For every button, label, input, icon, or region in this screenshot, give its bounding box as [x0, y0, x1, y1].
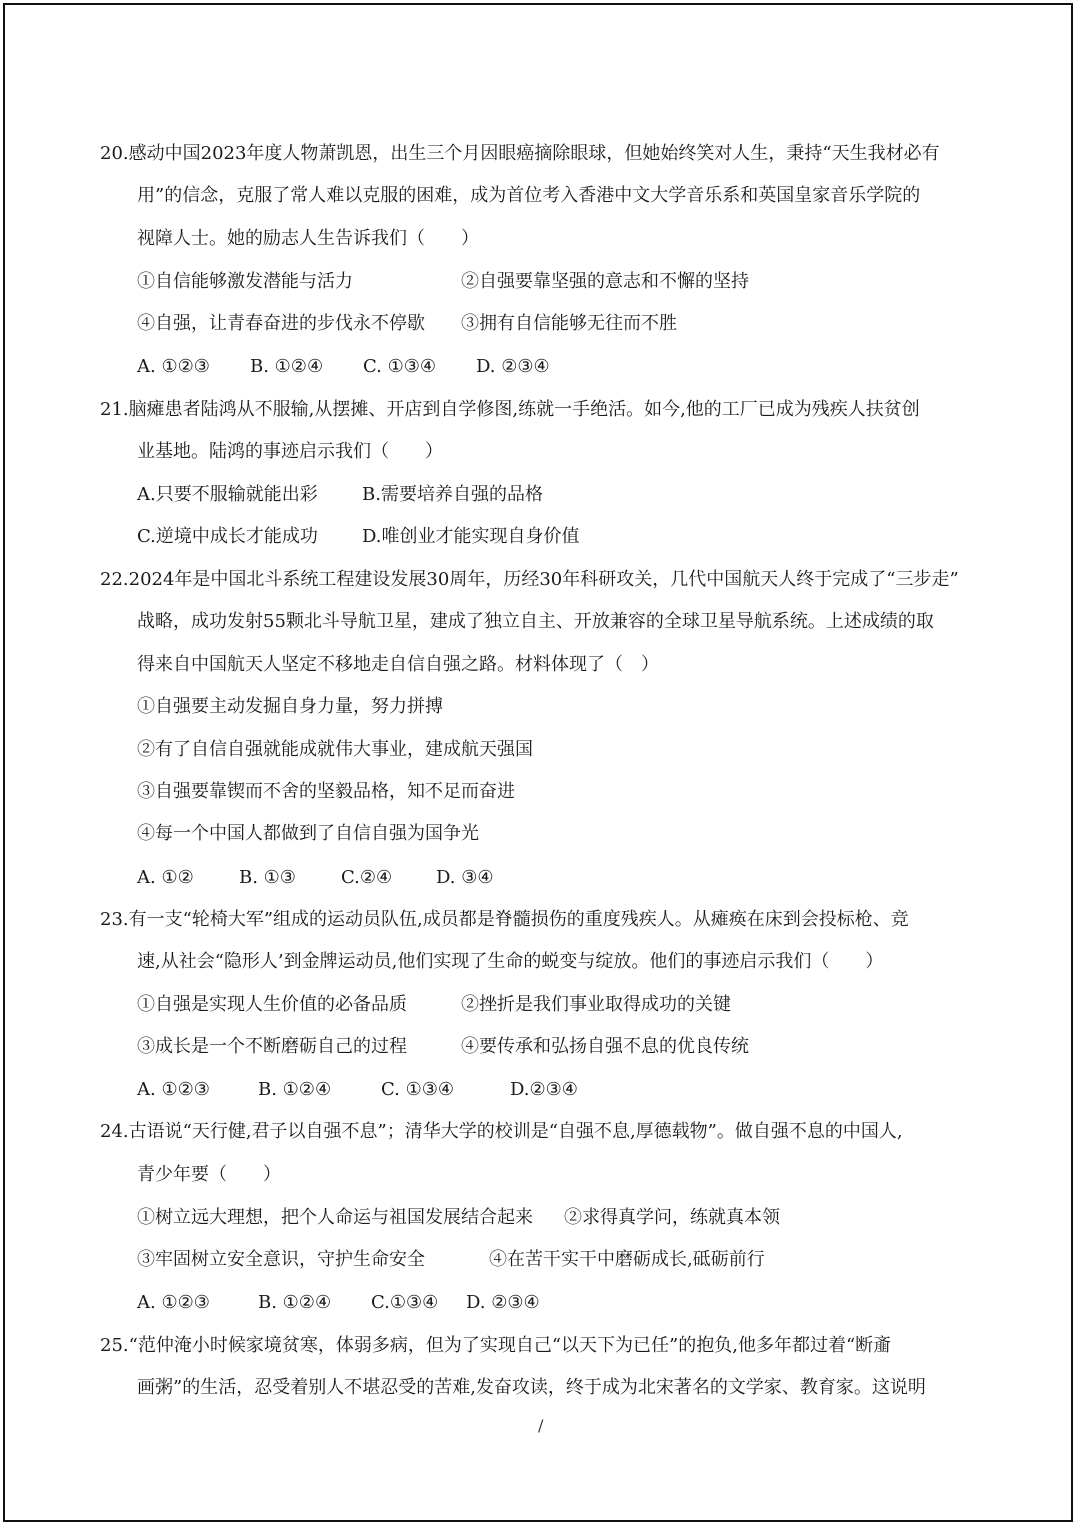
page-footer-mark: / — [538, 1416, 544, 1435]
q23-choice-b: B. ①②④ — [258, 1079, 332, 1100]
q22-option-2: ②有了自信自强就能成就伟大事业，建成航天强国 — [137, 739, 533, 760]
q21-choice-b: B.需要培养自强的品格 — [362, 484, 543, 505]
q21-choice-d: D.唯创业才能实现自身价值 — [362, 526, 580, 547]
q20-option-2: ②自强要靠坚强的意志和不懈的坚持 — [461, 271, 749, 292]
q23-option-3: ③成长是一个不断磨砺自己的过程 — [137, 1036, 407, 1057]
q23-choice-d: D.②③④ — [510, 1079, 578, 1100]
q22-stem-line-2: 战略，成功发射55颗北斗导航卫星，建成了独立自主、开放兼容的全球卫星导航系统。上述成绩的取 — [137, 611, 934, 632]
q22-choice-b: B. ①③ — [239, 867, 296, 888]
q23-stem-line-1: 23.有一支“轮椅大军”组成的运动员队伍,成员都是脊髓损伤的重度残疾人。从瘫痪在床到会投标枪、竞 — [100, 909, 909, 930]
q22-option-4: ④每一个中国人都做到了自信自强为国争光 — [137, 823, 479, 844]
q25-stem-line-1: 25.“范仲淹小时候家境贫寒，体弱多病，但为了实现自己“以天下为已任”的抱负,他多年都过着“断齑 — [100, 1335, 892, 1356]
q20-stem-line-2: 用”的信念，克服了常人难以克服的困难，成为首位考入香港中文大学音乐系和英国皇家音乐学院的 — [137, 185, 921, 206]
q23-option-4: ④要传承和弘扬自强不息的优良传统 — [461, 1036, 749, 1057]
q22-choice-a: A. ①② — [137, 867, 194, 888]
q24-choice-a: A. ①②③ — [137, 1292, 210, 1313]
q22-stem-line-3: 得来自中国航天人坚定不移地走自信自强之路。材料体现了（ ） — [137, 654, 659, 675]
q24-choice-c: C.①③④ — [371, 1292, 439, 1313]
q20-stem-line-1: 20.感动中国2023年度人物萧凯恩，出生三个月因眼癌摘除眼球，但她始终笑对人生，秉持“天生我材必有 — [100, 143, 940, 164]
q20-option-1: ①自信能够激发潜能与活力 — [137, 271, 353, 292]
q23-choice-a: A. ①②③ — [137, 1079, 210, 1100]
q22-option-3: ③自强要靠锲而不舍的坚毅品格，知不足而奋进 — [137, 781, 515, 802]
q20-option-4: ④自强，让青春奋进的步伐永不停歇 — [137, 313, 425, 334]
q21-choice-a: A.只要不服输就能出彩 — [137, 484, 318, 505]
q22-choice-c: C.②④ — [341, 867, 393, 888]
q24-stem-line-1: 24.古语说“天行健,君子以自强不息”；清华大学的校训是“自强不息,厚德载物”。做自强不息的中国人, — [100, 1121, 903, 1142]
q24-choice-b: B. ①②④ — [258, 1292, 332, 1313]
q21-stem-line-1: 21.脑瘫患者陆鸿从不服输,从摆摊、开店到自学修图,练就一手绝活。如今,他的工厂已成为残疾人扶贫创 — [100, 399, 920, 420]
q23-option-1: ①自强是实现人生价值的必备品质 — [137, 994, 407, 1015]
q20-choice-a: A. ①②③ — [137, 356, 210, 377]
q20-choice-c: C. ①③④ — [363, 356, 436, 377]
q23-choice-c: C. ①③④ — [381, 1079, 454, 1100]
q24-choice-d: D. ②③④ — [466, 1292, 540, 1313]
q20-stem-line-3: 视障人士。她的励志人生告诉我们（ ） — [137, 228, 479, 249]
q22-stem-line-1: 22.2024年是中国北斗系统工程建设发展30周年，历经30年科研攻关，几代中国航天人终于完成了“三步走” — [100, 569, 959, 590]
q20-choice-d: D. ②③④ — [476, 356, 550, 377]
q24-stem-line-2: 青少年要（ ） — [137, 1164, 281, 1185]
q25-stem-line-2: 画粥”的生活，忍受着别人不堪忍受的苦难,发奋攻读，终于成为北宋著名的文学家、教育家。这说明 — [137, 1377, 926, 1398]
q22-option-1: ①自强要主动发掘自身力量，努力拼搏 — [137, 696, 443, 717]
q20-option-3: ③拥有自信能够无往而不胜 — [461, 313, 677, 334]
q21-stem-line-2: 业基地。陆鸿的事迹启示我们（ ） — [137, 441, 443, 462]
q20-choice-b: B. ①②④ — [250, 356, 324, 377]
q24-option-2: ②求得真学问，练就真本领 — [564, 1207, 780, 1228]
q21-choice-c: C.逆境中成长才能成功 — [137, 526, 318, 547]
q24-option-3: ③牢固树立安全意识，守护生命安全 — [137, 1249, 425, 1270]
q23-option-2: ②挫折是我们事业取得成功的关键 — [461, 994, 731, 1015]
q23-stem-line-2: 速,从社会“隐形人’到金牌运动员,他们实现了生命的蜕变与绽放。他们的事迹启示我们（ ） — [137, 951, 884, 972]
q22-choice-d: D. ③④ — [436, 867, 494, 888]
q24-option-4: ④在苦干实干中磨砺成长,砥砺前行 — [489, 1249, 765, 1270]
q24-option-1: ①树立远大理想，把个人命运与祖国发展结合起来 — [137, 1207, 533, 1228]
